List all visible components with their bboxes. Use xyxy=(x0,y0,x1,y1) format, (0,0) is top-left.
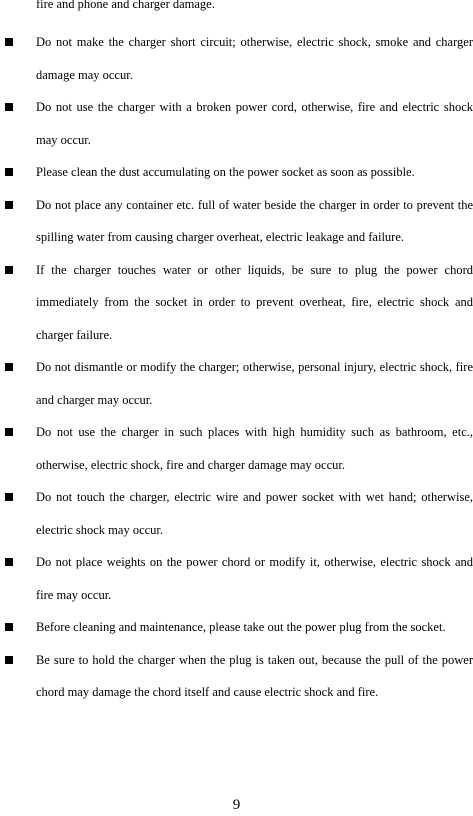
continuation-text: fire and phone and charger damage. xyxy=(36,0,215,11)
safety-bullet-list xyxy=(0,26,473,709)
bullet-item xyxy=(0,611,473,644)
page-number: 9 xyxy=(232,797,241,813)
bullet-text: Before cleaning and maintenance, please take out the power plug from the socket. xyxy=(36,620,446,634)
square-bullet-icon xyxy=(5,168,13,176)
bullet-item xyxy=(0,91,473,156)
bullet-item xyxy=(0,351,473,416)
square-bullet-icon xyxy=(5,623,13,631)
bullet-text: Do not use the charger with a broken power cord, otherwise, fire and electric shock may occur. xyxy=(36,100,473,147)
bullet-item xyxy=(0,254,473,352)
bullet-text: Do not touch the charger, electric wire and power socket with wet hand; otherwise, electric shock may occur. xyxy=(36,490,473,537)
bullet-text: Do not place any container etc. full of water beside the charger in order to prevent the spilling water from causing charger overheat, electric leakage and failure. xyxy=(36,197,473,244)
bullet-text: Do not use the charger in such places with high humidity such as bathroom, etc., otherwise, electric shock, fire and charger damage may occur. xyxy=(36,425,473,472)
bullet-item xyxy=(0,416,473,481)
square-bullet-icon xyxy=(5,363,13,371)
square-bullet-icon xyxy=(5,656,13,664)
bullet-text: Do not place weights on the power chord or modify it, otherwise, electric shock and fire may occur. xyxy=(36,555,473,602)
bullet-item xyxy=(0,644,473,709)
square-bullet-icon xyxy=(5,103,13,111)
square-bullet-icon xyxy=(5,38,13,46)
square-bullet-icon xyxy=(5,558,13,566)
square-bullet-icon xyxy=(5,428,13,436)
square-bullet-icon xyxy=(5,201,13,209)
bullet-item xyxy=(0,156,473,189)
bullet-item xyxy=(0,189,473,254)
bullet-text: If the charger touches water or other liquids, be sure to plug the power chord immediately from the socket in order to prevent overheat, fire, electric shock and charger failure. xyxy=(36,262,473,342)
bullet-item xyxy=(0,546,473,611)
square-bullet-icon xyxy=(5,493,13,501)
bullet-text: Do not make the charger short circuit; otherwise, electric shock, smoke and charger damage may occur. xyxy=(36,35,473,82)
bullet-item xyxy=(0,481,473,546)
bullet-text: Do not dismantle or modify the charger; otherwise, personal injury, electric shock, fire and charger may occur. xyxy=(36,360,473,407)
bullet-text: Please clean the dust accumulating on the power socket as soon as possible. xyxy=(36,165,415,179)
square-bullet-icon xyxy=(5,266,13,274)
bullet-item xyxy=(0,26,473,91)
bullet-text: Be sure to hold the charger when the plug is taken out, because the pull of the power chord may damage the chord itself and cause electric shock and fire. xyxy=(36,652,473,699)
